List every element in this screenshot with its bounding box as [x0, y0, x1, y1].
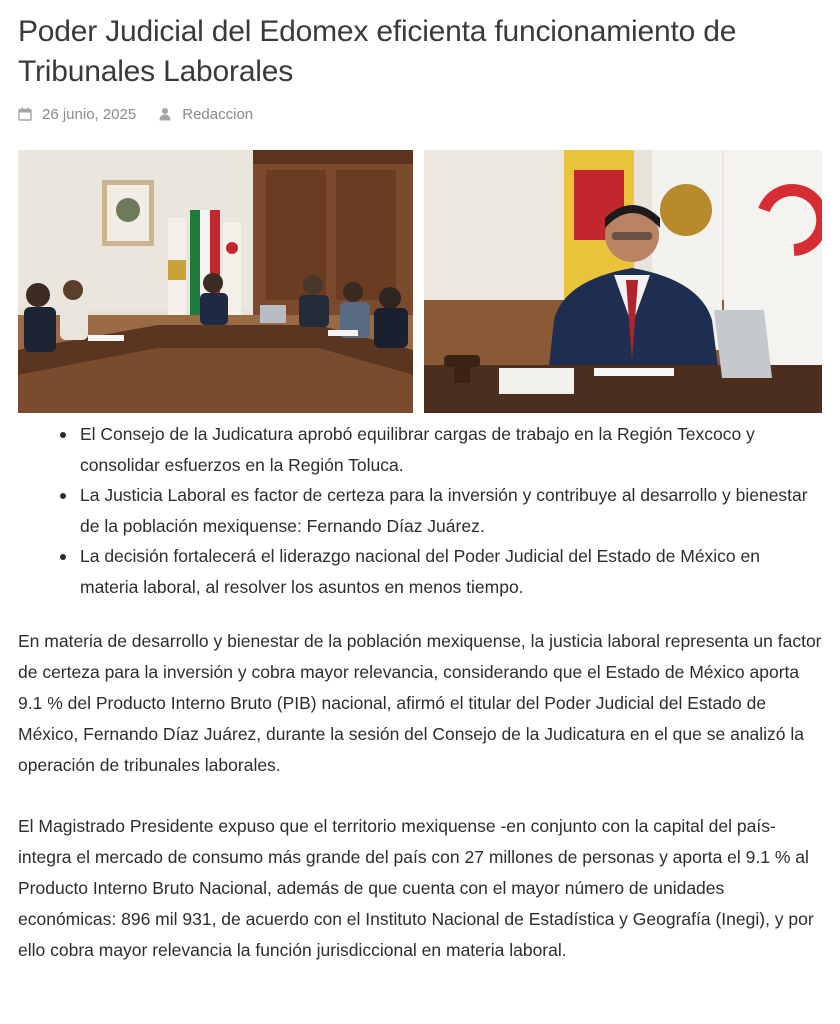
bullet-icon: [60, 554, 66, 560]
article-date-link[interactable]: 26 junio, 2025: [42, 105, 137, 123]
list-item: [62, 419, 822, 480]
article-author-link[interactable]: Redaccion: [182, 105, 254, 123]
calendar-icon: [18, 107, 32, 121]
article-meta: [18, 104, 824, 124]
list-item: [62, 480, 822, 541]
highlight-text: El Consejo de la Judicatura aprobó equilibrar cargas de trabajo en la Región Texcoco y consolidar esfuerzos en la Región Toluca.: [80, 424, 755, 475]
article-paragraph: El Magistrado Presidente expuso que el territorio mexiquense -en conjunto con la capital del país- integra el mercado de consumo más grande del país con 27 millones de personas y aporta el 9.1 % al Producto Interno Bruto Nacional, además de que cuenta con el mayor número de unidades económicas: 896 mil 931, de acuerdo con el Instituto Nacional de Estadística y Geografía (Inegi), y por ello cobra mayor relevancia la función jurisdiccional en materia laboral.: [18, 816, 814, 960]
user-icon: [158, 107, 172, 121]
list-item: [62, 541, 822, 602]
highlight-text: La decisión fortalecerá el liderazgo nacional del Poder Judicial del Estado de México en materia laboral, al resolver los asuntos en menos tiempo.: [80, 546, 760, 597]
article-title: Poder Judicial del Edomex eficienta funcionamiento de Tribunales Laborales: [18, 15, 737, 88]
article-paragraph: En materia de desarrollo y bienestar de la población mexiquense, la justicia laboral representa un factor de certeza para la inversión y cobra mayor relevancia, considerando que el Estado de México aporta 9.1 % del Producto Interno Bruto (PIB) nacional, afirmó el titular del Poder Judicial del Estado de México, Fernando Díaz Juárez, durante la sesión del Consejo de la Judicatura en el que se analizó la operación de tribunales laborales.: [18, 631, 822, 775]
article-highlights: [62, 419, 822, 602]
article: [18, 12, 824, 966]
bullet-icon: [60, 432, 66, 438]
highlight-text: La Justicia Laboral es factor de certeza para la inversión y contribuye al desarrollo y bienestar de la población mexiquense: Fernando Díaz Juárez.: [80, 485, 808, 536]
meeting-photo[interactable]: [18, 150, 413, 413]
bullet-icon: [60, 493, 66, 499]
magistrate-photo[interactable]: [424, 150, 822, 413]
article-photos: [18, 150, 824, 413]
